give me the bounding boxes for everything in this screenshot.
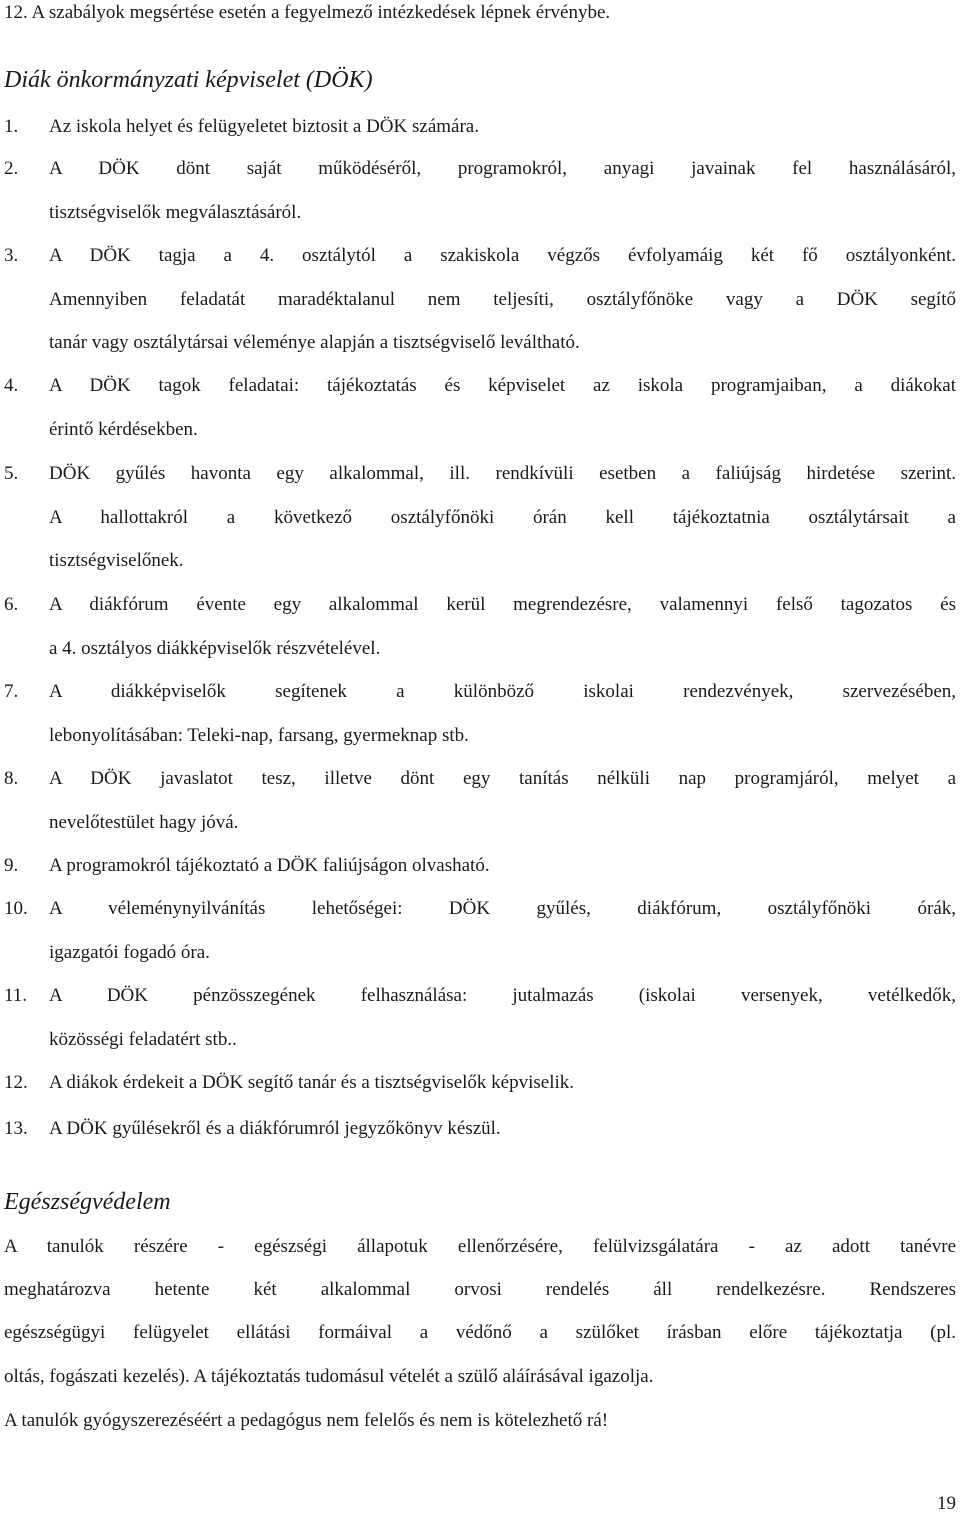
list-item-number: 3. — [4, 245, 19, 266]
list-item-text-line: tanár vagy osztálytársai véleménye alapján a tisztségviselő leváltható. — [49, 332, 580, 353]
list-item-text-line: DÖK gyűlés havonta egy alkalommal, ill. rendkívüli esetben a faliújság hirdetése szerint. — [49, 463, 956, 484]
list-item-text-line: közösségi feladatért stb.. — [49, 1028, 237, 1050]
health-text-line: meghatározva hetente két alkalommal orvosi rendelés áll rendelkezésre. Rendszeres — [4, 1279, 956, 1300]
health-heading: Egészségvédelem — [4, 1189, 171, 1215]
list-item-text-line: A diákfórum évente egy alkalommal kerül megrendezésre, valamennyi felső tagozatos és — [49, 594, 956, 615]
dok-heading: Diák önkormányzati képviselet (DÖK) — [4, 67, 373, 93]
list-item-text-line: tisztségviselőnek. — [49, 550, 184, 571]
health-text-line: A tanulók részére - egészségi állapotuk ellenőrzésére, felülvizsgálatára - az adott tanévre — [4, 1236, 956, 1257]
list-item-text-line: A DÖK tagok feladatai: tájékoztatás és képviselet az iskola programjaiban, a diákokat — [49, 375, 956, 396]
list-item-text-line: A programokról tájékoztató a DÖK faliújságon olvasható. — [49, 855, 490, 876]
list-item-text-line: A DÖK pénzösszegének felhasználása: jutalmazás (iskolai versenyek, vetélkedők, — [49, 985, 956, 1006]
list-item-text-line: A diákok érdekeit a DÖK segítő tanár és a tisztségviselők képviselik. — [49, 1072, 575, 1093]
list-item-number: 1. — [4, 116, 19, 137]
list-item-number: 10. — [4, 898, 28, 919]
list-item-text-line: tisztségviselők megválasztásáról. — [49, 201, 302, 223]
list-item-number: 4. — [4, 375, 19, 396]
list-item-number: 7. — [4, 681, 19, 702]
list-item-number: 13. — [4, 1118, 28, 1139]
list-item-text-line: A DÖK dönt saját működéséről, programokról, anyagi javainak fel használásáról, — [49, 158, 956, 179]
list-item-number: 8. — [4, 768, 19, 789]
list-item-number: 5. — [4, 463, 19, 484]
health-text-line: egészségügyi felügyelet ellátási formáival a védőnő a szülőket írásban előre tájékoztatja (pl. — [4, 1322, 956, 1343]
list-item-text-line: A hallottakról a következő osztályfőnöki órán kell tájékoztatnia osztálytársait a — [49, 506, 956, 528]
health-text-line: oltás, fogászati kezelés). A tájékoztatás tudomásul vételét a szülő aláírásával igazolja. — [4, 1366, 654, 1387]
health-text-line: A tanulók gyógyszerezéséért a pedagógus nem felelős és nem is kötelezhető rá! — [4, 1410, 609, 1431]
list-item-text-line: Az iskola helyet és felügyeletet biztosit a DÖK számára. — [49, 116, 479, 137]
page-number: 19 — [937, 1493, 956, 1514]
list-item-text-line: A DÖK gyűlésekről és a diákfórumról jegyzőkönyv készül. — [49, 1118, 501, 1139]
list-item-number: 2. — [4, 158, 19, 179]
list-item-text-line: A véleménynyilvánítás lehetőségei: DÖK gyűlés, diákfórum, osztályfőnöki órák, — [49, 898, 956, 919]
list-item-text-line: lebonyolításában: Teleki-nap, farsang, gyermeknap stb. — [49, 724, 469, 746]
list-item-text-line: A diákképviselők segítenek a különböző iskolai rendezvények, szervezésében, — [49, 681, 956, 702]
list-item-text-line: Amennyiben feladatát maradéktalanul nem teljesíti, osztályfőnöke vagy a DÖK segítő — [49, 288, 956, 310]
list-item-text-line: nevelőtestület hagy jóvá. — [49, 811, 239, 833]
list-item-text-line: A DÖK tagja a 4. osztálytól a szakiskola végzős évfolyamáig két fő osztályonként. — [49, 245, 956, 266]
list-item-number: 6. — [4, 594, 19, 615]
list-item-number: 12. — [4, 1072, 28, 1093]
list-item-text-line: A DÖK javaslatot tesz, illetve dönt egy tanítás nélküli nap programjáról, melyet a — [49, 768, 956, 789]
list-item-text-line: igazgatói fogadó óra. — [49, 941, 210, 963]
list-item-text-line: érintő kérdésekben. — [49, 418, 198, 440]
top-line: 12. A szabályok megsértése esetén a fegyelmező intézkedések lépnek érvénybe. — [4, 2, 611, 23]
list-item-number: 9. — [4, 855, 19, 876]
list-item-text-line: a 4. osztályos diákképviselők részvételével. — [49, 637, 381, 659]
list-item-number: 11. — [4, 985, 28, 1006]
